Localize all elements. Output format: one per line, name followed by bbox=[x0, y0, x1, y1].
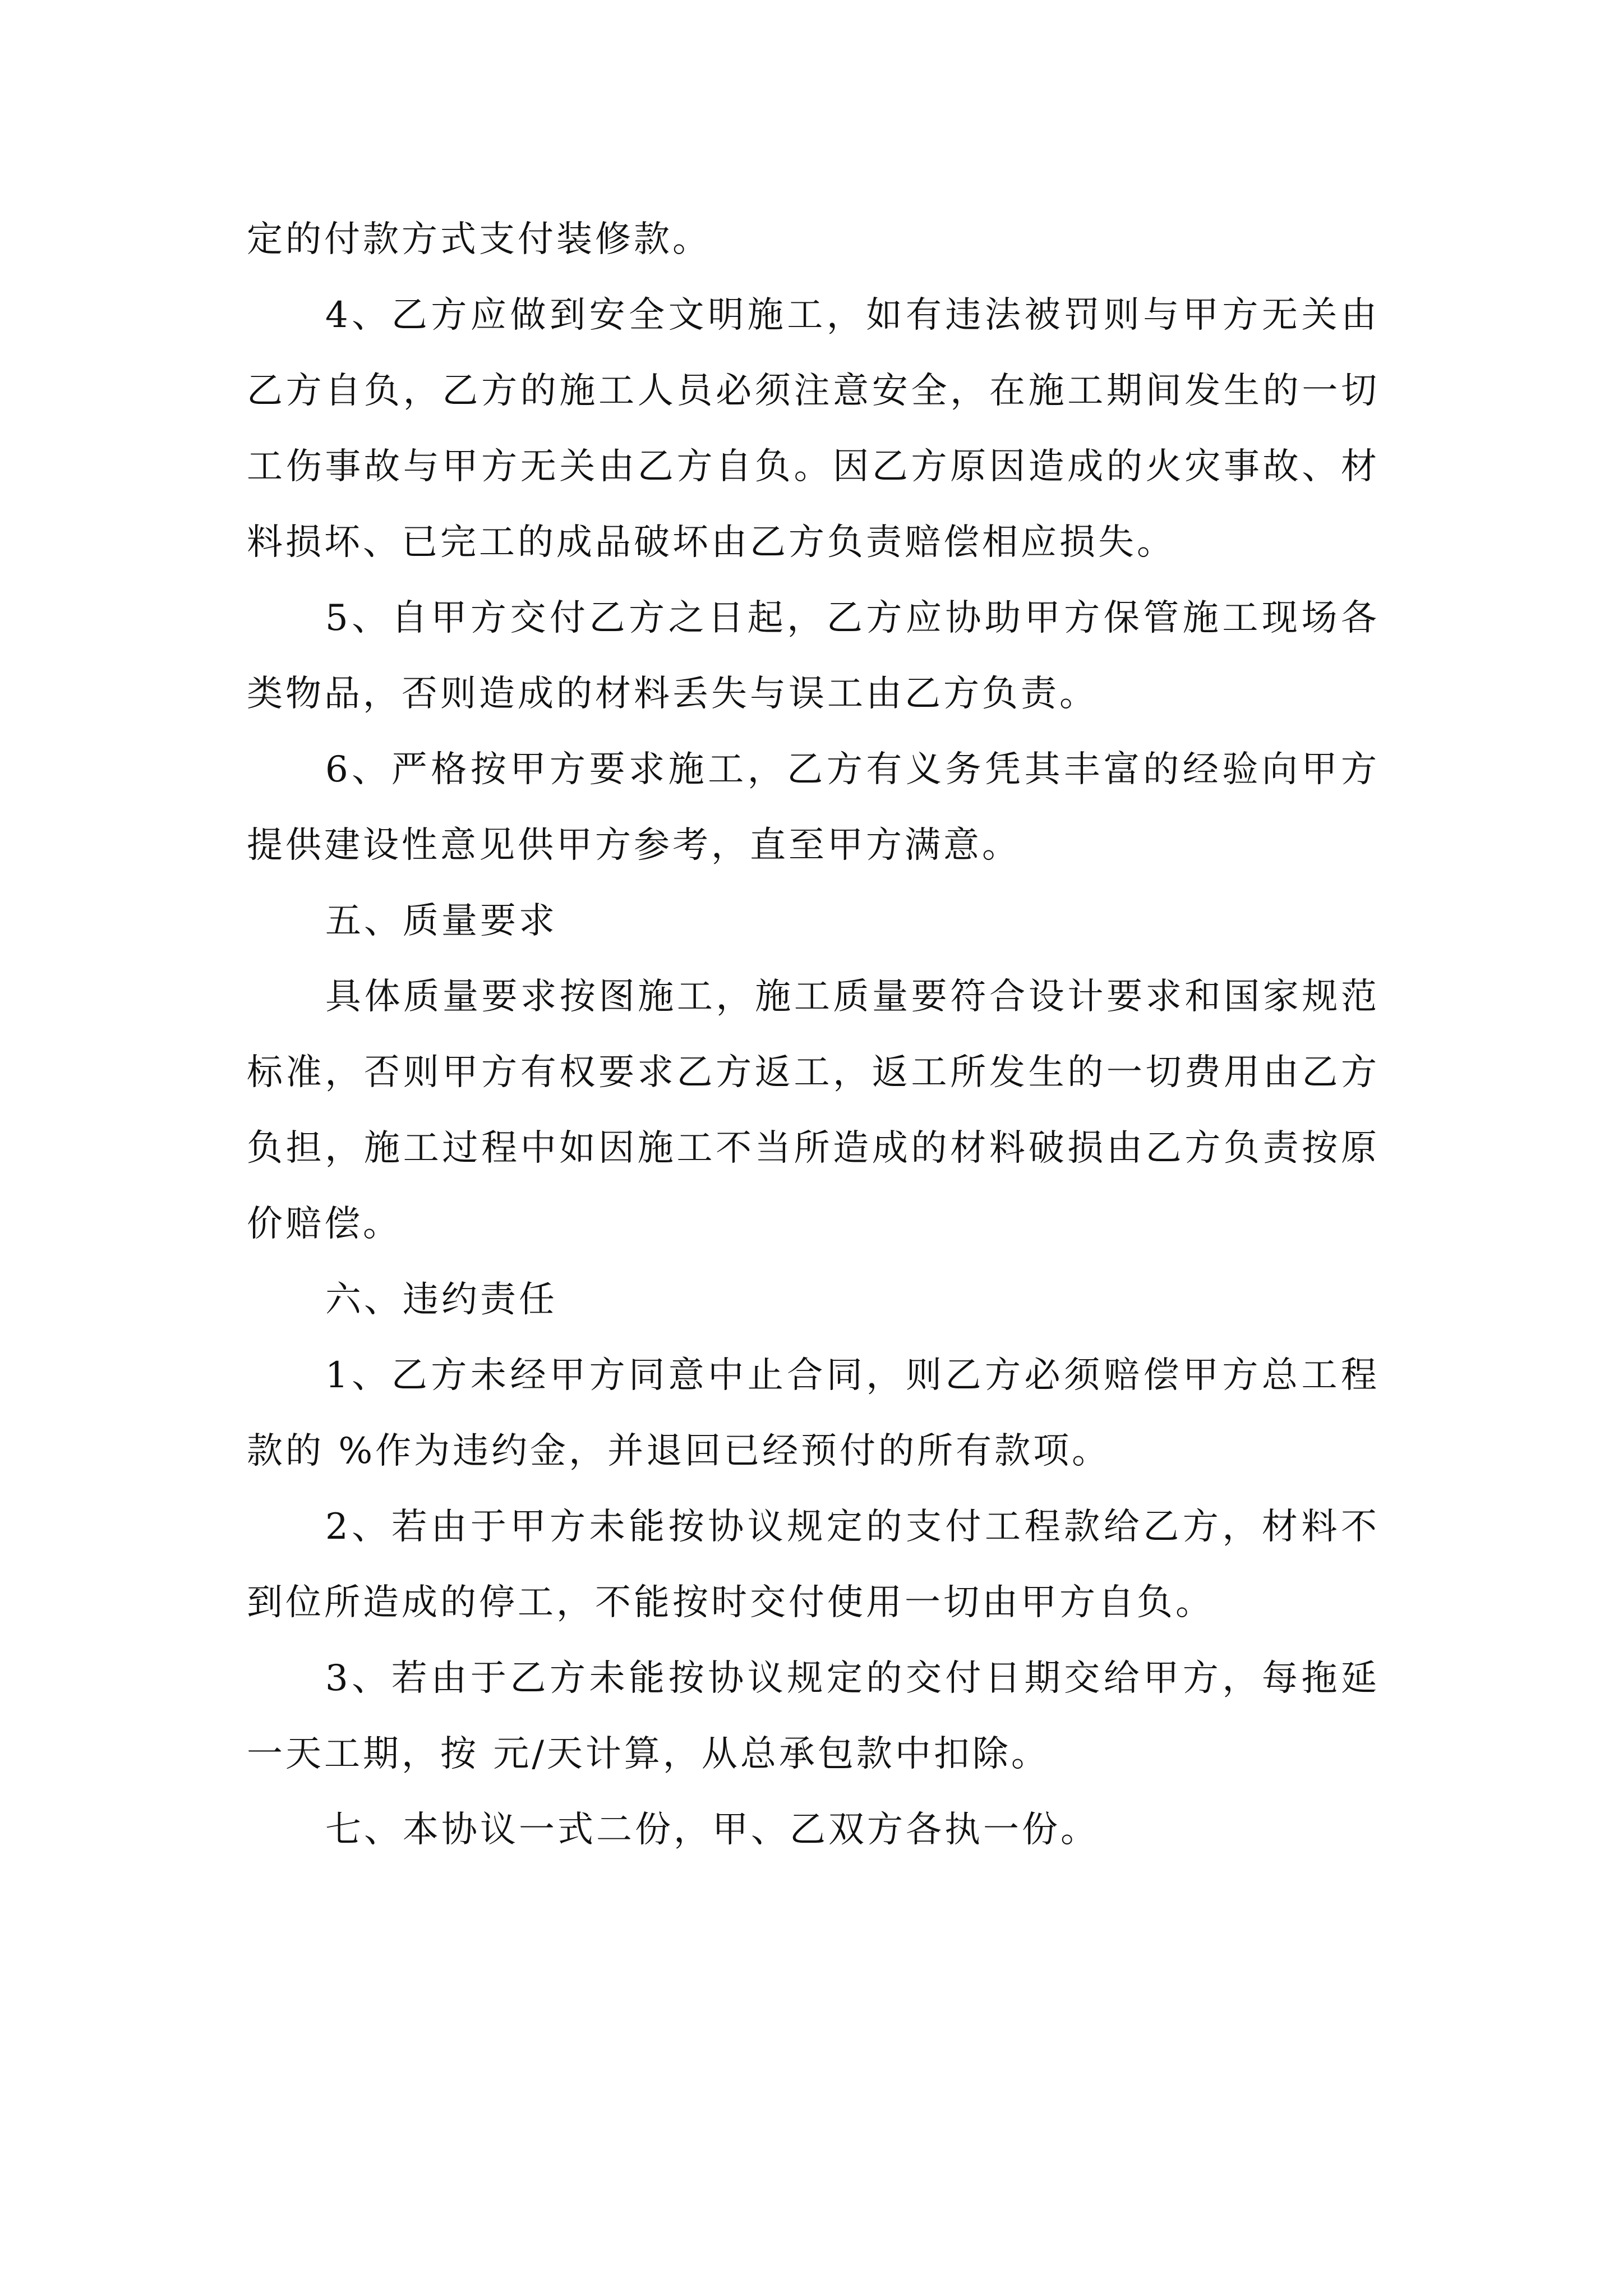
paragraph-copies-clause: 七、本协议一式二份，甲、乙双方各执一份。 bbox=[325, 1809, 1099, 1851]
section-heading-quality: 五、质量要求 bbox=[325, 900, 557, 942]
paragraph-payment-continuation: 定的付款方式支付装修款。 bbox=[247, 219, 711, 260]
paragraph-clause-4-safety: 4、乙方应做到安全文明施工，如有违法被罚则与甲方无关由乙方自负，乙方的施工人员必须注意安全，在施工期间发生的一切工伤事故与甲方无关由乙方自负。因乙方原因造成的火灾事故、材料损坏、已完工的成品破坏由乙方负责赔偿相应损失。 bbox=[247, 295, 1380, 563]
paragraph-clause-5-site-custody: 5、自甲方交付乙方之日起，乙方应协助甲方保管施工现场各类物品，否则造成的材料丢失与误工由乙方负责。 bbox=[247, 597, 1380, 715]
paragraph-liability-2: 2、若由于甲方未能按协议规定的支付工程款给乙方，材料不到位所造成的停工，不能按时交付使用一切由甲方自负。 bbox=[247, 1506, 1380, 1623]
document-body bbox=[247, 202, 1380, 1868]
paragraph-clause-6-requirements: 6、严格按甲方要求施工，乙方有义务凭其丰富的经验向甲方提供建设性意见供甲方参考，直至甲方满意。 bbox=[247, 749, 1380, 866]
paragraph-quality-requirements: 具体质量要求按图施工，施工质量要符合设计要求和国家规范标准，否则甲方有权要求乙方返工，返工所发生的一切费用由乙方负担，施工过程中如因施工不当所造成的材料破损由乙方负责按原价赔偿。 bbox=[247, 976, 1380, 1245]
paragraph-liability-3: 3、若由于乙方未能按协议规定的交付日期交给甲方，每拖延一天工期，按 元/天计算，从总承包款中扣除。 bbox=[247, 1658, 1380, 1775]
paragraph-liability-1: 1、乙方未经甲方同意中止合同，则乙方必须赔偿甲方总工程款的 %作为违约金，并退回已经预付的所有款项。 bbox=[247, 1355, 1380, 1472]
section-heading-liability: 六、违约责任 bbox=[325, 1279, 557, 1320]
